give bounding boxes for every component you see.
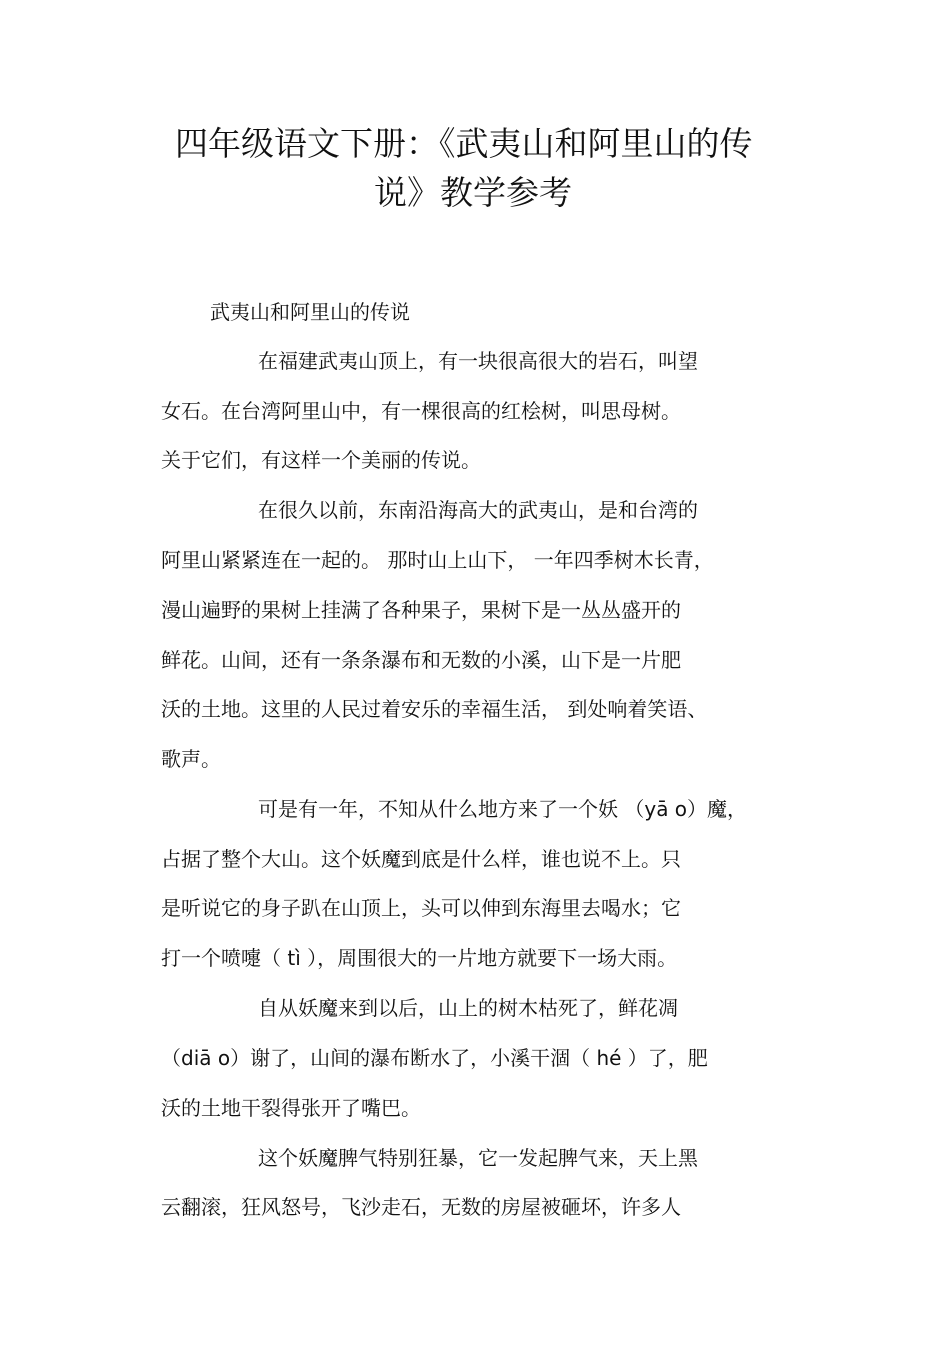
paragraph-line: 在很久以前，东南沿海高大的武夷山，是和台湾的 (258, 498, 698, 522)
paragraph-line: 女石。在台湾阿里山中，有一棵很高的红桧树，叫思母树。 (161, 399, 681, 423)
paragraph-line: 可是有一年，不知从什么地方来了一个妖 （yā o）魔， (258, 797, 748, 821)
paragraph-line: 在福建武夷山顶上，有一块很高很大的岩石，叫望 (258, 349, 698, 373)
document-title-line-2: 说》教学参考 (374, 173, 572, 212)
paragraph-line: 是听说它的身子趴在山顶上，头可以伸到东海里去喝水；它 (161, 896, 681, 920)
paragraph-line: 自从妖魔来到以后，山上的树木枯死了，鲜花凋 (258, 996, 678, 1020)
story-subheading: 武夷山和阿里山的传说 (210, 300, 410, 324)
paragraph-line: 鲜花。山间，还有一条条瀑布和无数的小溪，山下是一片肥 (161, 648, 681, 672)
paragraph-line: 歌声。 (161, 747, 221, 771)
paragraph-line: 云翻滚，狂风怒号，飞沙走石，无数的房屋被砸坏，许多人 (161, 1195, 681, 1219)
document-title-line-1: 四年级语文下册：《武夷山和阿里山的传 (175, 124, 753, 163)
paragraph-line: 关于它们，有这样一个美丽的传说。 (161, 448, 481, 472)
paragraph-line: 占据了整个大山。这个妖魔到底是什么样，谁也说不上。只 (161, 847, 681, 871)
paragraph-line: 阿里山紧紧连在一起的。 那时山上山下， 一年四季树木长青， (161, 548, 714, 572)
paragraph-line: 漫山遍野的果树上挂满了各种果子，果树下是一丛丛盛开的 (161, 598, 681, 622)
paragraph-line: 沃的土地干裂得张开了嘴巴。 (161, 1096, 421, 1120)
paragraph-line: 沃的土地。这里的人民过着安乐的幸福生活， 到处响着笑语、 (161, 697, 708, 721)
paragraph-line: （diā o）谢了，山间的瀑布断水了，小溪干涸（ hé ）了，肥 (161, 1046, 708, 1070)
paragraph-line: 这个妖魔脾气特别狂暴，它一发起脾气来，天上黑 (258, 1146, 698, 1170)
paragraph-line: 打一个喷嚏（ tì ），周围很大的一片地方就要下一场大雨。 (161, 946, 678, 970)
